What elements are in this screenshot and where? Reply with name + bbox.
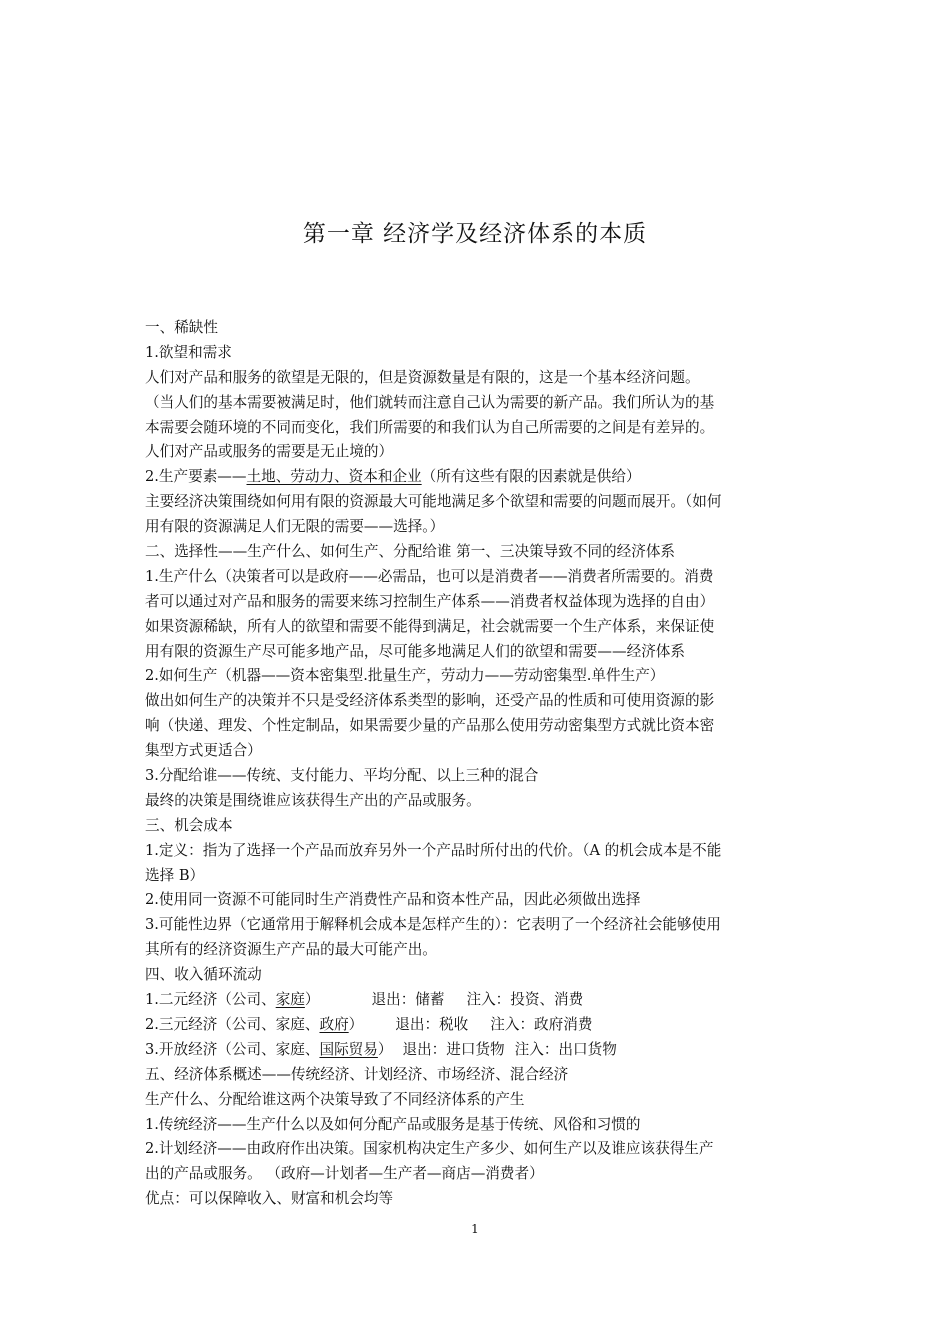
text-line: 人们对产品和服务的欲望是无限的，但是资源数量是有限的，这是一个基本经济问题。 [145,368,700,386]
circular-flow-line [145,1038,810,1063]
text-line: 3.可能性边界（它通常用于解释机会成本是怎样产生的）：它表明了一个经济社会能够使用 [145,916,721,934]
text-line: 1.欲望和需求 [145,343,232,361]
document-body [145,316,810,1212]
economy-label: 3.开放经济（公司、家庭、 [145,1040,320,1058]
text-line: 选择 B） [145,866,205,884]
text-line: 五、经济体系概述——传统经济、计划经济、市场经济、混合经济 [145,1065,569,1083]
text-line: 一、稀缺性 [145,319,218,336]
text-line: 用有限的资源生产尽可能多地产品，尽可能多地满足人们的欲望和需要——经济体系 [145,642,685,660]
text-line: 做出如何生产的决策并不只是受经济体系类型的影响，还受产品的性质和可使用资源的影 [145,692,715,710]
text-line: 最终的决策是围绕谁应该获得生产出的产品或服务。 [145,791,481,809]
factors-prefix: 2.生产要素—— [145,468,247,486]
text-line: 其所有的经济资源生产产品的最大可能产出。 [145,941,437,959]
text-line: 生产什么、分配给谁这两个决策导致了不同经济体系的产生 [145,1090,525,1108]
economy-label: 2.三元经济（公司、家庭、 [145,1015,320,1033]
inject-text: 注入：政府消费 [490,1015,593,1033]
text-line: 主要经济决策围绕如何用有限的资源最大可能地满足多个欲望和需要的问题而展开。（如何 [145,493,722,511]
text-line: 者可以通过对产品和服务的需要来练习控制生产体系——消费者权益体现为选择的自由） [145,592,715,610]
text-line: 1.生产什么（决策者可以是政府——必需品，也可以是消费者——消费者所需要的。消费 [145,567,714,585]
page-number: 1 [471,1222,479,1236]
text-line: 2.使用同一资源不可能同时生产消费性产品和资本性产品，因此必须做出选择 [145,891,641,909]
inject-text: 注入：投资、消费 [466,991,584,1009]
text-line: 1.定义：指为了选择一个产品而放弃另外一个产品时所付出的代价。（A 的机会成本是不能 [145,841,722,859]
exit-text: 退出：进口货物 [402,1040,505,1058]
text-line: 四、收入循环流动 [145,966,262,984]
economy-label: 1.二元经济（公司、 [145,991,276,1009]
text-line: 集型方式更适合） [145,742,262,760]
text-line: 二、选择性——生产什么、如何生产、分配给谁 第一、三决策导致不同的经济体系 [145,543,676,561]
page-title: 第一章 经济学及经济体系的本质 [302,221,648,247]
circular-flow-line [145,1013,810,1038]
economy-underlined: 政府 [319,1015,349,1033]
economy-underlined: 国际贸易 [319,1040,378,1058]
text-line: 3.分配给谁——传统、支付能力、平均分配、以上三种的混合 [145,767,539,785]
inject-text: 注入：出口货物 [514,1040,617,1058]
text-line: 如果资源稀缺，所有人的欲望和需要不能得到满足，社会就需要一个生产体系，来保证使 [145,617,715,635]
text-line: 用有限的资源满足人们无限的需要——选择。） [145,518,445,536]
text-line: 优点：可以保障收入、财富和机会均等 [145,1190,394,1208]
factors-suffix: （所有这些有限的因素就是供给） [421,468,641,486]
exit-text: 退出：税收 [395,1015,469,1033]
factors-underlined: 土地、劳动力、资本和企业 [246,468,422,486]
factors-line [145,465,810,490]
text-line: 人们对产品或服务的需要是无止境的） [145,443,394,461]
economy-suffix: ） [304,991,320,1009]
text-line: 响（快递、理发、个性定制品，如果需要少量的产品那么使用劳动密集型方式就比资本密 [145,717,715,735]
economy-suffix: ） [348,1015,364,1033]
circular-flow-line [145,988,810,1013]
text-line: 本需要会随环境的不同而变化，我们所需要的和我们认为自己所需要的之间是有差异的。 [145,418,715,436]
text-line: 出的产品或服务。 （政府—计划者—生产者—商店—消费者） [145,1165,544,1183]
economy-underlined: 家庭 [275,991,305,1009]
economy-suffix: ） [377,1040,393,1058]
text-line: 2.如何生产（机器——资本密集型.批量生产，劳动力——劳动密集型.单件生产） [145,667,665,685]
text-line: 2.计划经济——由政府作出决策。国家机构决定生产多少、如何生产以及谁应该获得生产 [145,1140,714,1158]
text-line: （当人们的基本需要被满足时，他们就转而注意自己认为需要的新产品。我们所认为的基 [145,393,715,411]
text-line: 三、机会成本 [145,816,233,834]
exit-text: 退出：储蓄 [371,991,445,1009]
text-line: 1.传统经济——生产什么以及如何分配产品或服务是基于传统、风俗和习惯的 [145,1115,641,1133]
